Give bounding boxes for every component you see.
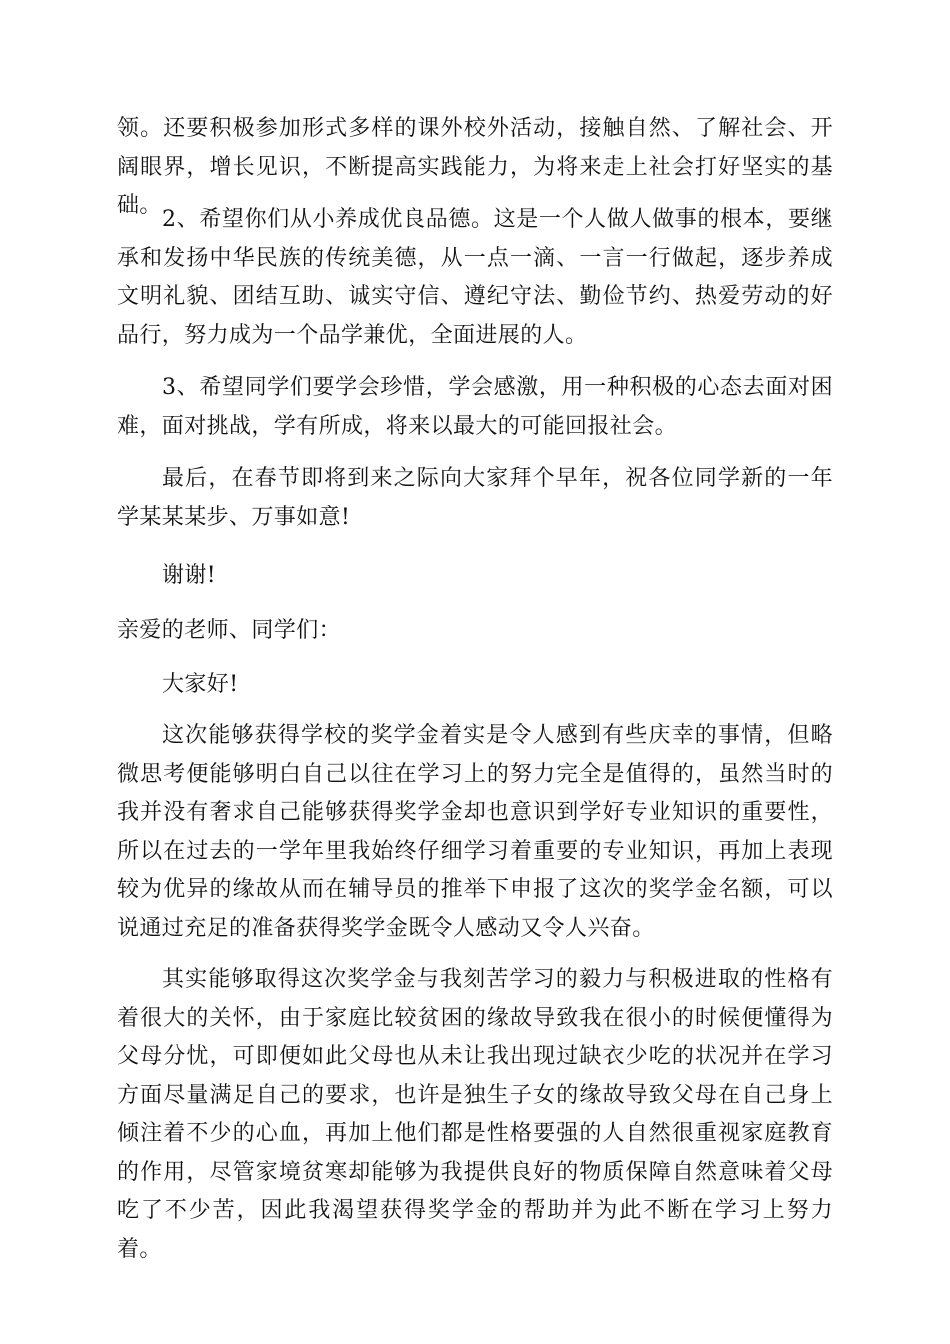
- paragraph-closing: 最后，在春节即将到来之际向大家拜个早年，祝各位同学新的一年学某某某步、万事如意!: [117, 466, 833, 530]
- greeting: 大家好!: [162, 672, 239, 697]
- paragraph-scholarship-intro: 这次能够获得学校的奖学金着实是令人感到有些庆幸的事情，但略微思考便能够明白自己以往在学习上的努力完全是值得的，虽然当时的我并没有奢求自己能够获得奖学金却也意识到学好专业知识的重要性，所以在过去的一学年里我始终仔细学习着重要的专业知识，再加上表现较为优异的缘故从而在辅导员的推举下申报了这次的奖学金名额，可以说通过充足的准备获得奖学金既令人感动又令人兴奋。: [117, 723, 833, 941]
- paragraph-continuation: 领。还要积极参加形式多样的课外校外活动，接触自然、了解社会、开阔眼界，增长见识，不断提高实践能力，为将来走上社会打好坚实的基础。: [117, 116, 833, 218]
- paragraph-point-2: 2、希望你们从小养成优良品德。这是一个人做人做事的根本，要继承和发扬中华民族的传统美德，从一点一滴、一言一行做起，逐步养成文明礼貌、团结互助、诚实守信、遵纪守法、勤俭节约、热爱劳动的好品行，努力成为一个品学兼优，全面进展的人。: [117, 207, 833, 348]
- salutation: 亲爱的老师、同学们：: [117, 618, 342, 643]
- paragraph-point-3: 3、希望同学们要学会珍惜，学会感激，用一种积极的心态去面对困难，面对挑战，学有所成，将来以最大的可能回报社会。: [117, 375, 833, 439]
- paragraph-thanks: 谢谢!: [162, 563, 217, 588]
- paragraph-scholarship-reason: 其实能够取得这次奖学金与我刻苦学习的毅力与积极进取的性格有着很大的关怀，由于家庭比较贫困的缘故导致我在很小的时候便懂得为父母分忧，可即便如此父母也从未让我出现过缺衣少吃的状况并在学习方面尽量满足自己的要求，也许是独生子女的缘故导致父母在自己身上倾注着不少的心血，再加上他们都是性格要强的人自然很重视家庭教育的作用，尽管家境贫寒却能够为我提供良好的物质保障自然意味着父母吃了不少苦，因此我渴望获得奖学金的帮助并为此不断在学习上努力着。: [117, 967, 833, 1262]
